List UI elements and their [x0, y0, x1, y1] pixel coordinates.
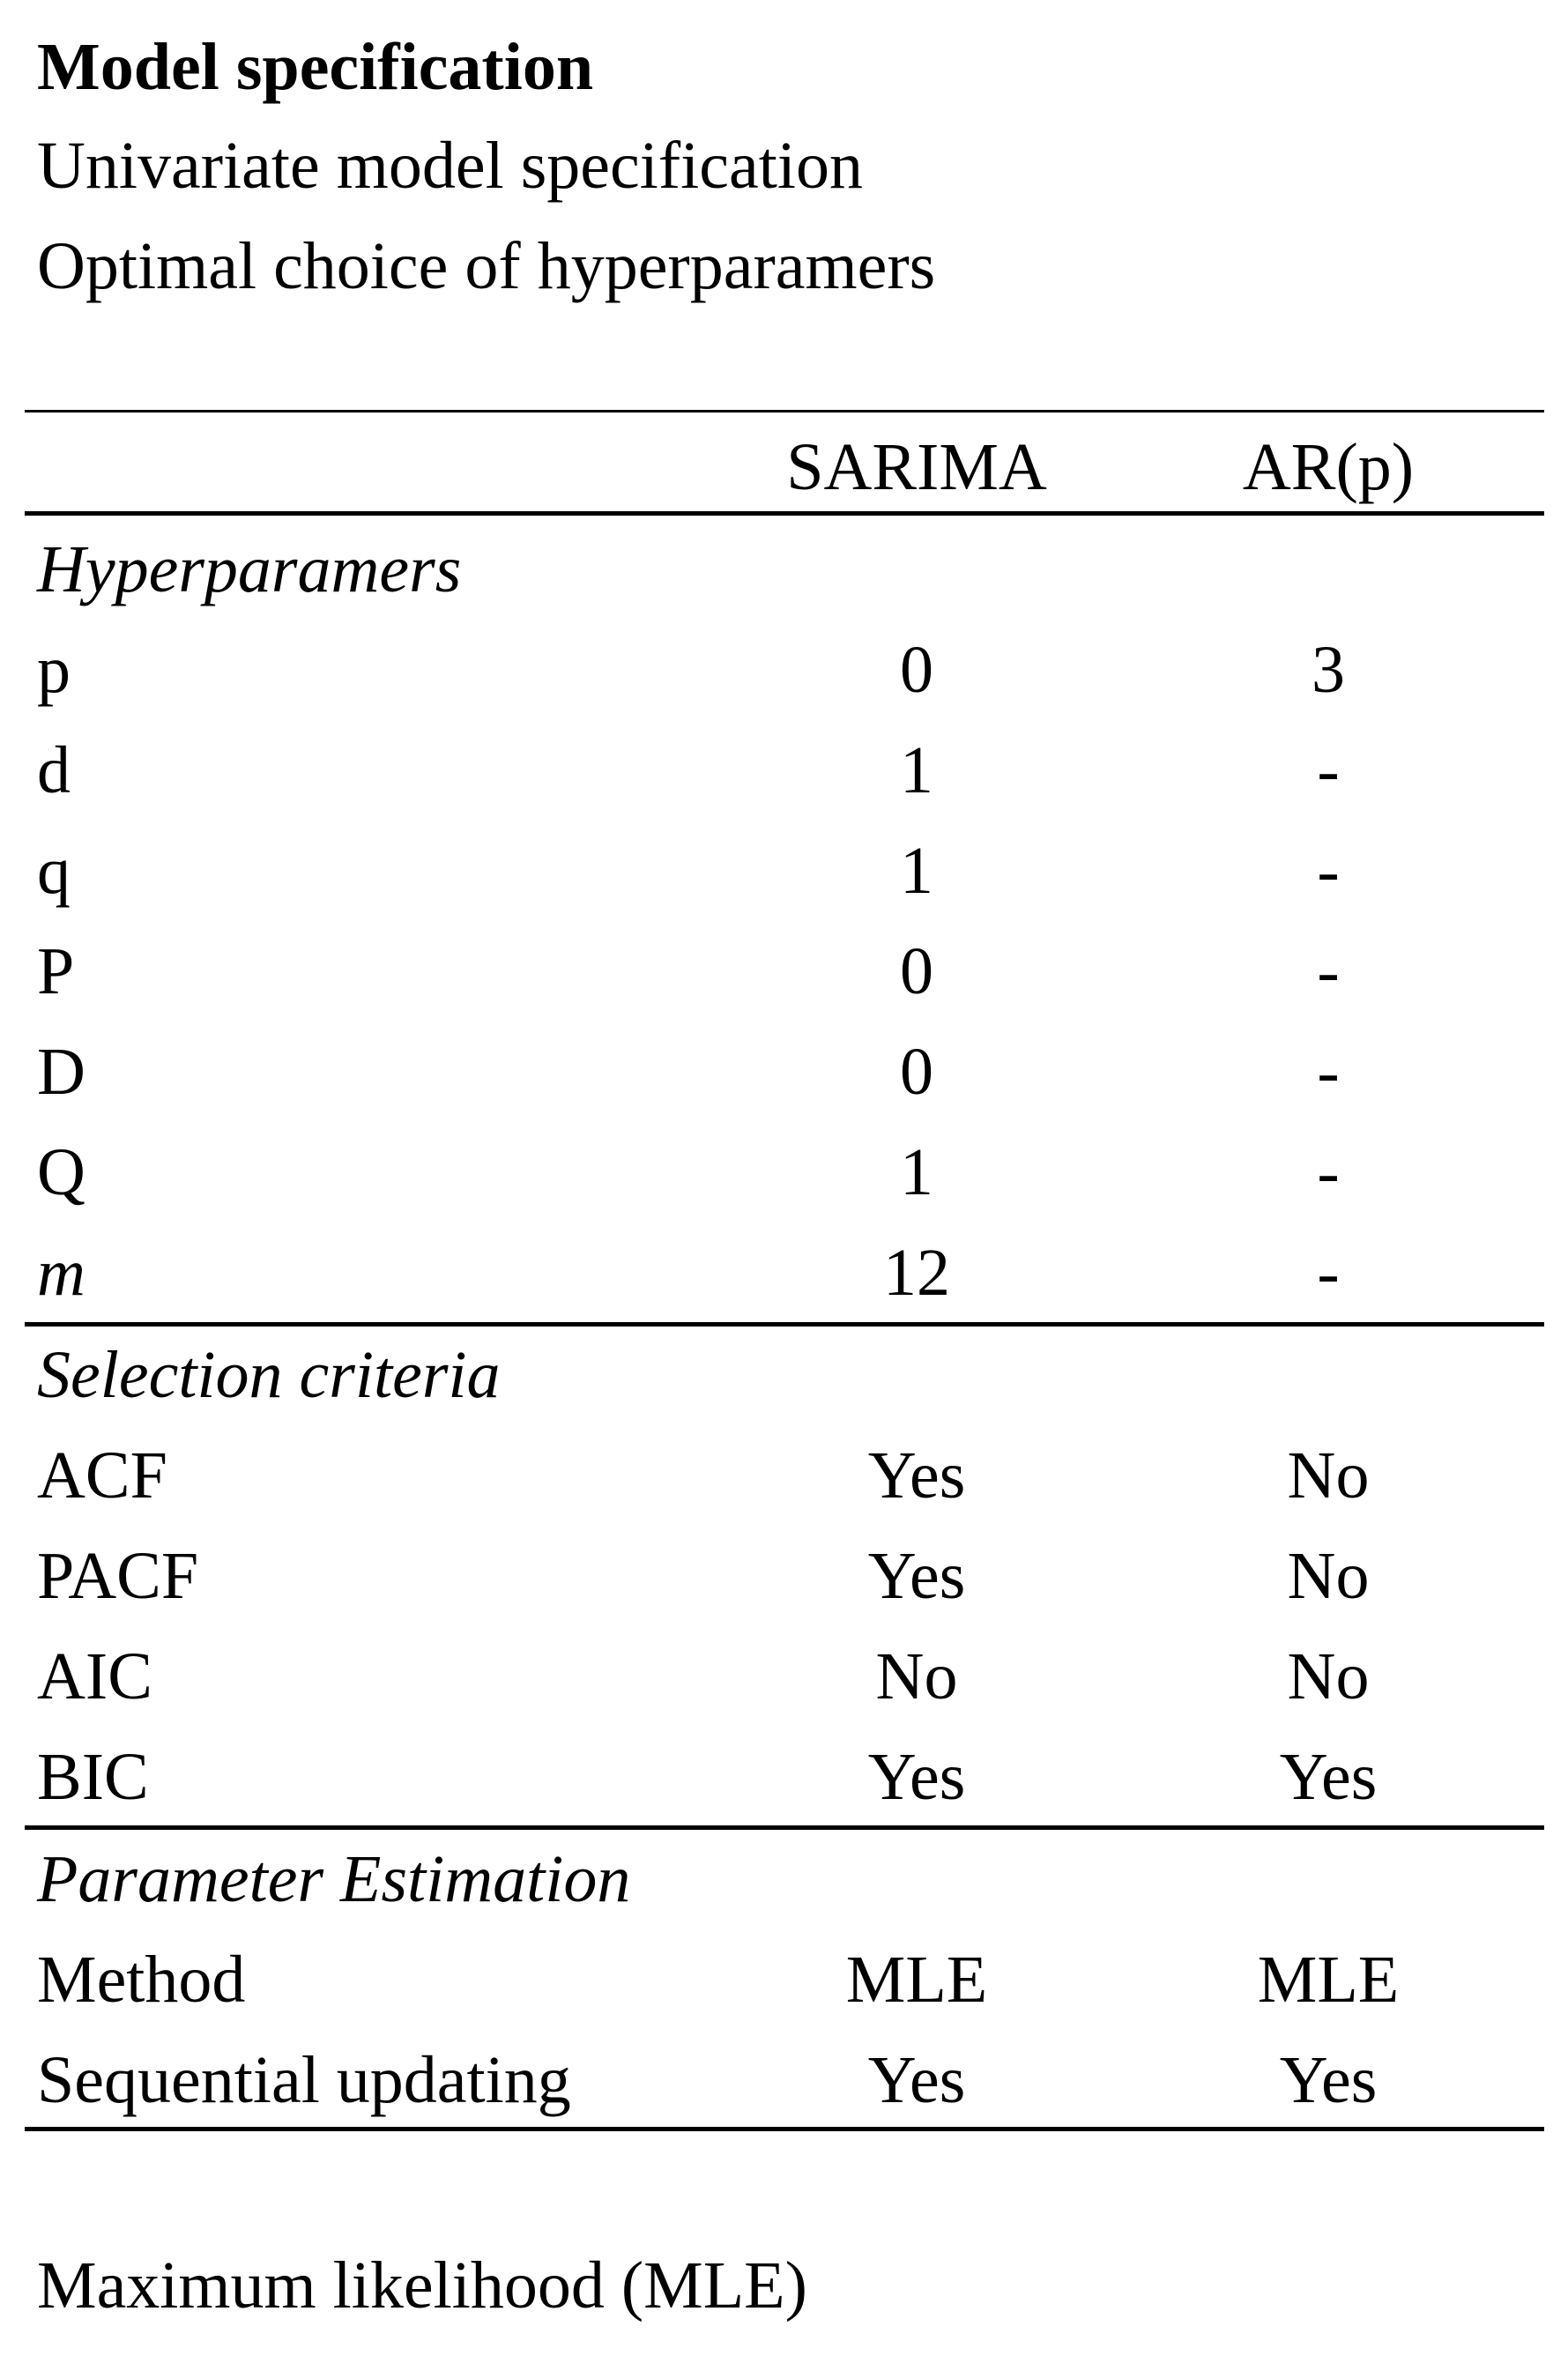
table-bottom-rule	[25, 2127, 1544, 2131]
cell-ar: No	[1287, 1438, 1370, 1512]
document-subtitle: Univariate model specification	[37, 129, 863, 203]
cell-ar: -	[1317, 1035, 1340, 1109]
cell-ar: MLE	[1257, 1943, 1400, 2017]
section-rule	[25, 1322, 1544, 1327]
section-rule	[25, 1825, 1544, 1830]
cell-ar: Yes	[1279, 1740, 1378, 1814]
row-label: D	[37, 1035, 85, 1109]
column-header-sarima: SARIMA	[786, 430, 1047, 504]
cell-ar: 3	[1312, 633, 1345, 707]
cell-sarima: No	[875, 1639, 958, 1713]
row-label: m	[37, 1236, 85, 1310]
cell-sarima: MLE	[845, 1943, 988, 2017]
row-label: P	[37, 934, 75, 1008]
cell-sarima: Yes	[867, 1740, 966, 1814]
column-header-ar: AR(p)	[1242, 430, 1415, 504]
cell-sarima: 0	[900, 934, 933, 1008]
footnote: Maximum likelihood (MLE)	[37, 2248, 807, 2323]
cell-sarima: 0	[900, 1035, 933, 1109]
row-label: q	[37, 834, 71, 908]
row-label: PACF	[37, 1539, 199, 1613]
cell-ar: No	[1287, 1539, 1370, 1613]
cell-sarima: 1	[900, 834, 933, 908]
cell-ar: -	[1317, 1236, 1340, 1310]
cell-ar: -	[1317, 834, 1340, 908]
row-label: AIC	[37, 1639, 152, 1713]
cell-ar: -	[1317, 1135, 1340, 1209]
row-label: BIC	[37, 1740, 149, 1814]
cell-sarima: 12	[883, 1236, 950, 1310]
row-label: Method	[37, 1943, 246, 2017]
row-label: p	[37, 633, 71, 707]
cell-sarima: 0	[900, 633, 933, 707]
cell-ar: Yes	[1279, 2043, 1378, 2117]
row-label: Sequential updating	[37, 2043, 571, 2117]
document-subtitle: Optimal choice of hyperparamers	[37, 229, 936, 303]
cell-sarima: 1	[900, 1135, 933, 1209]
row-label: d	[37, 733, 71, 807]
cell-sarima: Yes	[867, 1438, 966, 1512]
table-top-rule	[25, 410, 1544, 412]
cell-sarima: 1	[900, 733, 933, 807]
cell-ar: -	[1317, 733, 1340, 807]
row-label: ACF	[37, 1438, 167, 1512]
cell-ar: No	[1287, 1639, 1370, 1713]
row-label: Q	[37, 1135, 85, 1209]
section-title: Hyperparamers	[37, 532, 462, 606]
cell-sarima: Yes	[867, 2043, 966, 2117]
document-title: Model specification	[37, 30, 594, 104]
table-header-rule	[25, 511, 1544, 516]
section-title: Selection criteria	[37, 1338, 501, 1412]
cell-sarima: Yes	[867, 1539, 966, 1613]
cell-ar: -	[1317, 934, 1340, 1008]
section-title: Parameter Estimation	[37, 1842, 631, 1916]
